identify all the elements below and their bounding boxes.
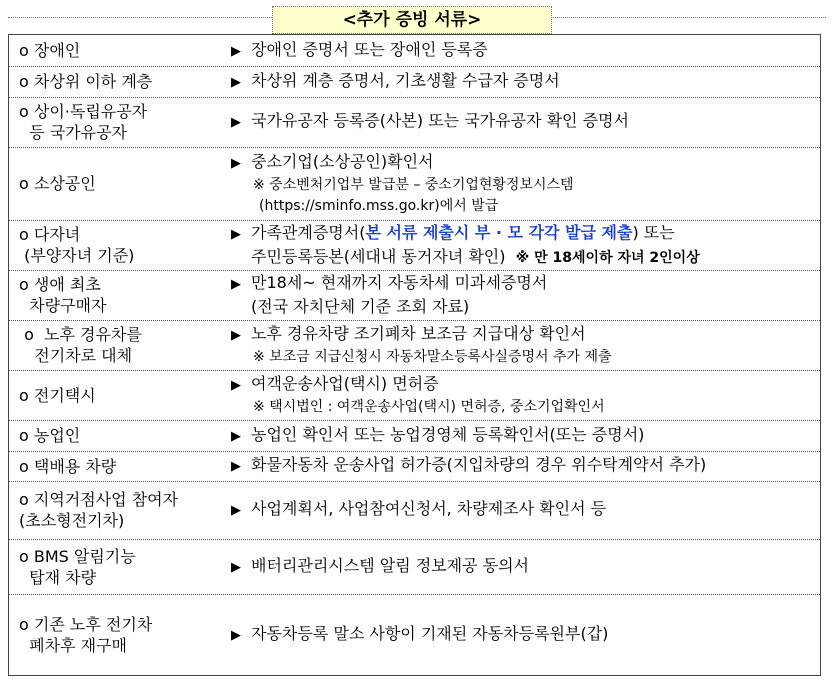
- row-desc-text: 농업인 확인서 또는 농업경영체 등록확인서(또는 증명서): [251, 424, 645, 444]
- row-desc-text: 가족관계증명서(: [251, 222, 366, 242]
- row-desc: [231, 66, 816, 97]
- row-desc-text: 화물자동차 운송사업 허가증(지입차량의 경우 위수탁계약서 추가): [251, 455, 707, 474]
- row-label: o 다자녀 (부양자녀 기준): [19, 225, 135, 265]
- row-desc-line2: 주민등록등본(세대내 동거자녀 확인): [251, 246, 506, 266]
- row-desc-text: 국가유공자 등록증(사본) 또는 국가유공자 확인 증명서: [251, 111, 629, 130]
- table-row: [9, 451, 820, 482]
- row-desc-text: 장애인 증명서 또는 장애인 등록증: [251, 39, 488, 59]
- arrow-icon: ▶: [231, 74, 241, 90]
- row-desc: [231, 320, 816, 370]
- row-desc: [231, 594, 816, 675]
- table-row: [9, 220, 820, 271]
- row-label: o 장애인: [19, 41, 81, 60]
- row-desc: [231, 420, 816, 451]
- row-note: (https://sminfo.mss.go.kr)에서 발급: [259, 197, 499, 214]
- row-desc-bold-note: ※ 만 18세이하 자녀 2인이상: [515, 249, 700, 266]
- arrow-icon: ▶: [231, 43, 241, 59]
- arrow-icon: ▶: [231, 559, 241, 575]
- arrow-icon: ▶: [231, 226, 241, 242]
- row-desc-text: 차상위 계층 증명서, 기초생활 수급자 증명서: [251, 70, 560, 90]
- table-row: [9, 35, 820, 67]
- row-note: ※ 중소벤처기업부 발급분 – 중소기업현황정보시스템: [253, 176, 574, 193]
- title-bar: [0, 0, 834, 34]
- arrow-icon: ▶: [231, 327, 241, 343]
- row-desc-text: 사업계획서, 사업참여신청서, 차량제조사 확인서 등: [251, 499, 607, 518]
- arrow-icon: ▶: [231, 115, 241, 130]
- row-label: o 농업인: [19, 426, 81, 445]
- arrow-icon: ▶: [231, 627, 241, 643]
- row-label: o 차상위 이하 계층: [19, 72, 153, 91]
- row-desc-text: 여객운송사업(택시) 면허증: [251, 373, 439, 393]
- row-label: o 전기택시: [19, 385, 96, 405]
- table-row: [9, 66, 820, 98]
- documents-table: [8, 34, 821, 676]
- table-row: [9, 320, 820, 371]
- row-desc: [231, 451, 816, 481]
- page-title: <추가 증빙 서류>: [272, 6, 552, 34]
- row-desc: [231, 539, 816, 594]
- row-desc: [231, 97, 816, 147]
- row-label: o 상이·독립유공자 등 국가유공자: [19, 102, 148, 142]
- table-row: [9, 594, 820, 675]
- table-row: [9, 270, 820, 321]
- row-desc-text: 중소기업(소상공인)확인서: [251, 151, 434, 171]
- row-desc-text: 배터리관리시스템 알림 정보제공 동의서: [251, 555, 530, 575]
- table-row: [9, 420, 820, 452]
- table-row: [9, 97, 820, 148]
- row-desc-text: 만18세~ 현재까지 자동차세 미과세증명서: [251, 273, 548, 292]
- row-label: o 지역거점사업 참여자 (초소형전기차): [19, 490, 179, 530]
- row-note: ※ 택시법인 : 여객운송사업(택시) 면허증, 중소기업확인서: [253, 398, 605, 415]
- row-desc: [231, 147, 816, 220]
- row-label: o BMS 알림기능 탑재 차량: [19, 546, 136, 587]
- table-row: [9, 370, 820, 421]
- table-row: [9, 539, 820, 595]
- row-desc-text: 자동차등록 말소 사항이 기재된 자동차등록원부(갑): [251, 623, 609, 643]
- row-label: o 노후 경유차를 전기차로 대체: [24, 325, 142, 365]
- row-label: o 기존 노후 전기차 폐차후 재구매: [19, 614, 153, 655]
- arrow-icon: ▶: [231, 503, 241, 518]
- row-desc-highlight: 본 서류 제출시 부 · 모 각각 발급 제출: [365, 222, 633, 242]
- row-desc: [231, 35, 816, 66]
- row-label: o 택배용 차량: [19, 456, 117, 476]
- row-desc-line2: (전국 자치단체 기준 조회 자료): [251, 297, 470, 316]
- arrow-icon: ▶: [231, 428, 241, 444]
- table-row: [9, 481, 820, 540]
- row-desc: [231, 370, 816, 420]
- row-label: o 생애 최초 차량구매자: [19, 275, 107, 315]
- row-desc-text: ) 또는: [632, 222, 675, 242]
- row-desc: [231, 270, 816, 320]
- row-desc-text: 노후 경유차량 조기폐차 보조금 지급대상 확인서: [251, 323, 586, 343]
- arrow-icon: ▶: [231, 459, 241, 474]
- row-desc: [231, 220, 816, 270]
- row-note: ※ 보조금 지급신청시 자동차말소등록사실증명서 추가 제출: [253, 348, 612, 365]
- arrow-icon: ▶: [231, 377, 241, 393]
- table-row: [9, 147, 820, 221]
- arrow-icon: ▶: [231, 277, 241, 292]
- row-label: o 소상공인: [19, 174, 96, 193]
- row-desc: [231, 481, 816, 539]
- arrow-icon: ▶: [231, 155, 241, 171]
